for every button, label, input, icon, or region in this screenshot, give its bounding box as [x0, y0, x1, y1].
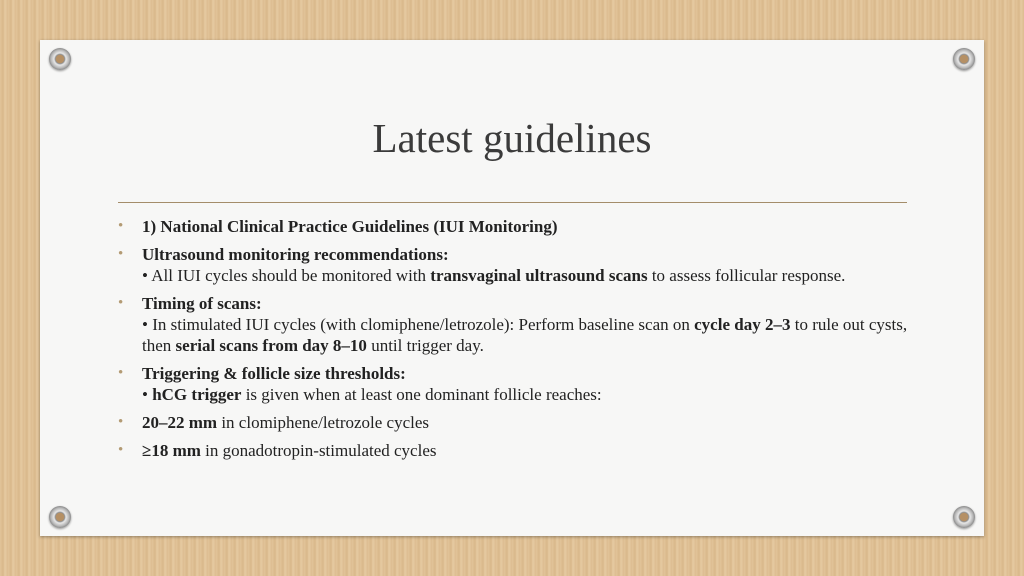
bold-text: transvaginal ultrasound scans [430, 266, 648, 285]
bullet-item [118, 440, 918, 461]
bullet-icon: • [118, 442, 124, 458]
bullet-line [142, 440, 918, 461]
bullet-line [142, 384, 918, 405]
bullet-icon: • [118, 365, 124, 381]
text: to assess follicular response. [647, 266, 846, 285]
bullet-item [118, 216, 918, 237]
bold-text: Ultrasound monitoring recommendations: [142, 245, 449, 264]
slide [40, 40, 984, 536]
bullet-icon: • [118, 218, 124, 234]
bullet-line [142, 363, 918, 384]
grommet-icon [953, 48, 975, 70]
bullet-item [118, 363, 918, 405]
text: in gonadotropin-stimulated cycles [200, 441, 437, 460]
grommet-icon [49, 506, 71, 528]
bold-text: 20–22 mm [142, 413, 218, 432]
bullet-line [142, 293, 918, 314]
bold-text: serial scans from day 8–10 [175, 336, 367, 355]
title-divider [118, 202, 907, 203]
bold-text: ≥18 mm [142, 441, 201, 460]
bullet-icon: • [118, 246, 124, 262]
grommet-icon [953, 506, 975, 528]
text: until trigger day. [366, 336, 484, 355]
text: • [142, 385, 153, 404]
bullet-icon: • [118, 414, 124, 430]
text: to rule out cysts, then [142, 315, 908, 355]
bold-text: cycle day 2–3 [694, 315, 791, 334]
bold-text: Triggering & follicle size thresholds: [142, 364, 406, 383]
text: • All IUI cycles should be monitored with [142, 266, 431, 285]
grommet-icon [49, 48, 71, 70]
bullet-icon: • [118, 295, 124, 311]
text: is given when at least one dominant follicle reaches: [241, 385, 602, 404]
slide-title: Latest guidelines [372, 115, 652, 161]
bullet-item [118, 293, 918, 356]
bullet-list [118, 216, 918, 468]
text: in clomiphene/letrozole cycles [217, 413, 430, 432]
bullet-line [142, 314, 918, 356]
bullet-item [118, 412, 918, 433]
bullet-line [142, 244, 918, 265]
bold-text: hCG trigger [152, 385, 242, 404]
bullet-line [142, 265, 918, 286]
bold-text: 1) National Clinical Practice Guidelines (IUI Monitoring) [142, 217, 558, 236]
bold-text: Timing of scans: [142, 294, 262, 313]
bullet-line [142, 412, 918, 433]
bullet-item [118, 244, 918, 286]
bullet-line [142, 216, 918, 237]
text: • In stimulated IUI cycles (with clomiphene/letrozole): Perform baseline scan on [142, 315, 695, 334]
